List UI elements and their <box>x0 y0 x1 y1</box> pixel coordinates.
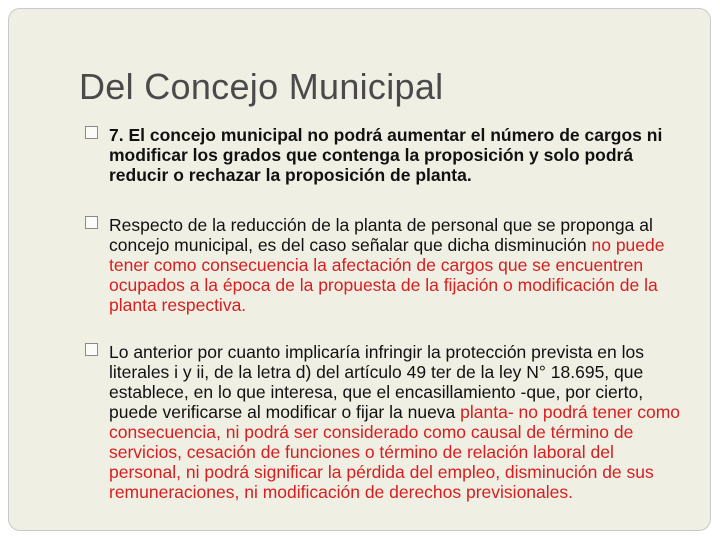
bullet-text-highlight: planta- no podrá tener como consecuencia, ni podrá ser considerado como causal de término de servicios, cesación de funciones o término de relación laboral del personal, ni podrá significar la pérdida del empleo, disminución de sus remuneraciones, ni modificación de derechos previsionales. <box>109 402 681 502</box>
slide-title: Del Concejo Municipal <box>79 66 444 107</box>
bullet-box-icon <box>85 343 98 356</box>
slide <box>8 8 711 531</box>
bullet-box-icon <box>85 126 98 139</box>
bullet-text: 7. El concejo municipal no podrá aumentar el número de cargos ni modificar los grados que contenga la proposición y solo podrá reducir o rechazar la proposición de planta. <box>109 125 663 185</box>
bullet-text-plain: Respecto de la reducción de la planta de personal que se proponga al concejo municipal, es del caso señalar que dicha disminución <box>109 215 653 255</box>
bullet-box-icon <box>85 216 98 229</box>
bullet-item <box>85 125 690 185</box>
bullet-item <box>85 215 690 315</box>
bullet-item <box>85 342 690 502</box>
bullet-text <box>109 342 690 502</box>
bullet-text-plain: Lo anterior por cuanto implicaría infringir la protección prevista en los literales i y ii, de la letra d) del artículo 49 ter de la ley N° 18.695, que establece, en lo que interesa, que el encasillamiento -que, por cierto, puede verificarse al modificar o fijar la nueva <box>109 342 644 422</box>
bullet-text-highlight: no puede tener como consecuencia la afectación de cargos que se encuentren ocupados a la época de la propuesta de la fijación o modificación de la planta respectiva. <box>109 235 665 315</box>
bullet-text <box>109 215 690 315</box>
